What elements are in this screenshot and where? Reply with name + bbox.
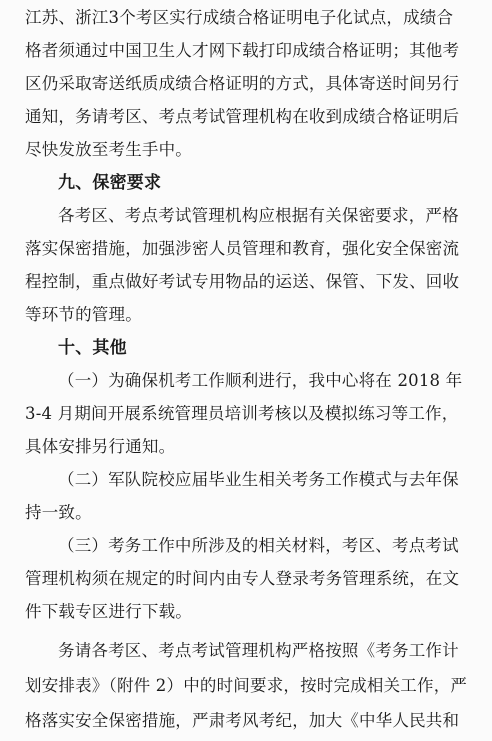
paragraph-line: 等环节的管理。 — [25, 305, 142, 324]
paragraph-line: 件下载专区进行下载。 — [25, 602, 192, 621]
paragraph-line: 划安排表》（附件 2）中的时间要求，按时完成相关工作，严 — [25, 676, 468, 695]
paragraph-line: 程控制，重点做好考试专用物品的运送、保管、下发、回收 — [25, 272, 460, 291]
paragraph-line: 落实保密措施，加强涉密人员管理和教育，强化安全保密流 — [25, 239, 460, 258]
paragraph-line: 江苏、浙江3个考区实行成绩合格证明电子化试点，成绩合 — [25, 8, 454, 27]
paragraph-line: 尽快发放至考生手中。 — [25, 140, 192, 159]
paragraph-line: （一）为确保机考工作顺利进行，我中心将在 2018 年 — [58, 371, 463, 390]
paragraph-line: 持一致。 — [25, 503, 92, 522]
paragraph-line: 区仍采取寄送纸质成绩合格证明的方式，具体寄送时间另行 — [25, 74, 460, 93]
paragraph-line: 通知，务请考区、考点考试管理机构在收到成绩合格证明后 — [25, 107, 460, 126]
paragraph-line: 务请各考区、考点考试管理机构严格按照《考务工作计 — [58, 641, 459, 660]
paragraph-line: 格落实安全保密措施，严肃考风考纪，加大《中华人民共和 — [25, 711, 460, 730]
section-heading-confidentiality: 九、保密要求 — [58, 173, 162, 193]
paragraph-line: 管理机构须在规定的时间内由专人登录考务管理系统，在文 — [25, 569, 460, 588]
paragraph-line: 格者须通过中国卫生人才网下载打印成绩合格证明；其他考 — [25, 41, 460, 60]
section-heading-other: 十、其他 — [58, 338, 127, 358]
paragraph-line: 各考区、考点考试管理机构应根据有关保密要求，严格 — [58, 206, 459, 225]
paragraph-line: （三）考务工作中所涉及的相关材料，考区、考点考试 — [58, 536, 459, 555]
paragraph-line: （二）军队院校应届毕业生相关考务工作模式与去年保 — [58, 470, 459, 489]
paragraph-line: 具体安排另行通知。 — [25, 437, 176, 456]
paragraph-line: 3-4 月期间开展系统管理员培训考核以及模拟练习等工作， — [25, 404, 459, 423]
